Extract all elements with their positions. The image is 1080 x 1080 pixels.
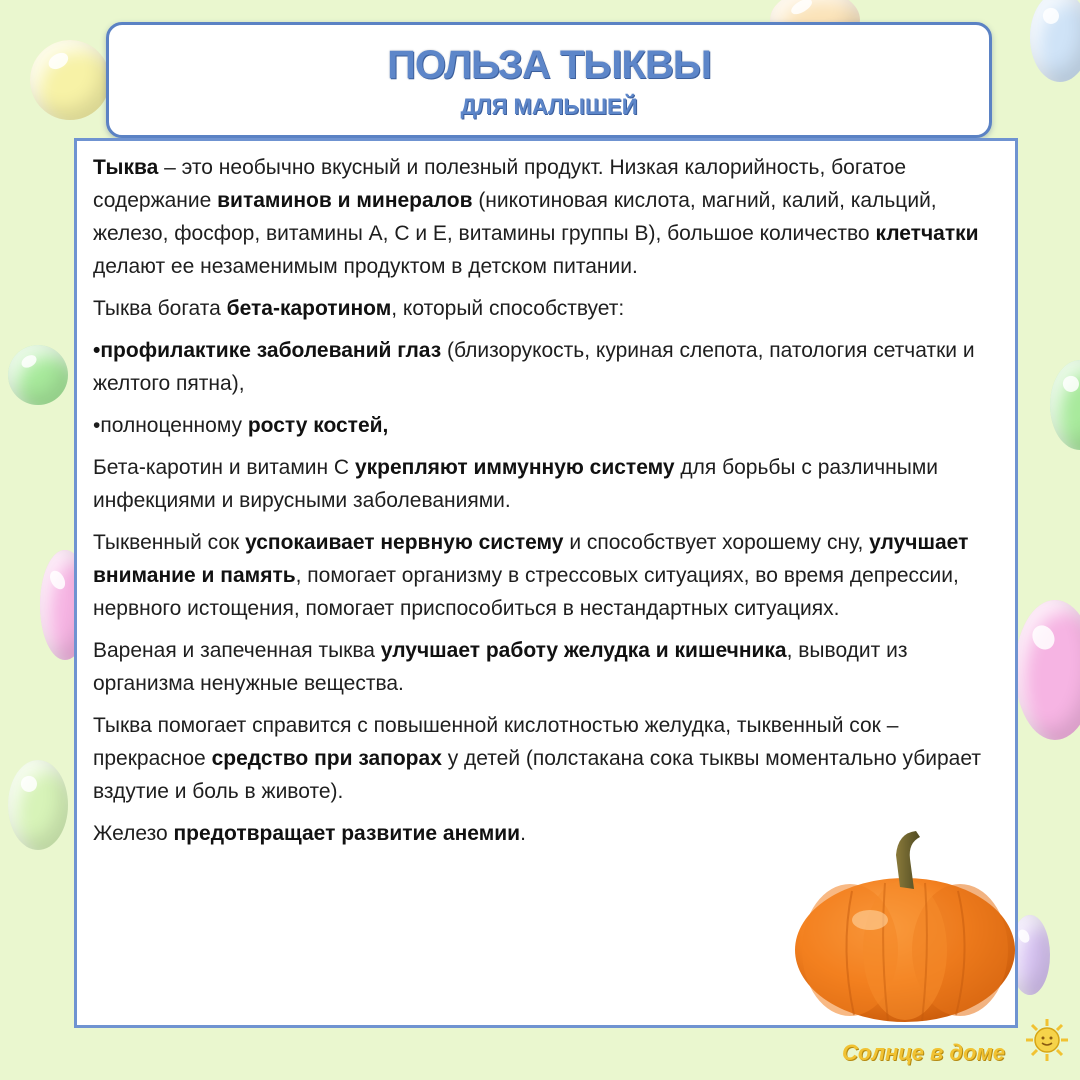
paragraph-intro — [93, 151, 1001, 283]
background-bubble — [8, 345, 68, 405]
bold-text: улучшает работу желудка и кишечника — [380, 639, 787, 662]
background-bubble — [8, 760, 68, 850]
pumpkin-image — [790, 825, 1020, 1025]
page-subtitle: ДЛЯ МАЛЫШЕЙ — [460, 94, 638, 119]
bold-text: предотвращает развитие анемии — [173, 822, 521, 845]
text: , помогает организму в стрессовых ситуациях, во время депрессии, нервного истощения, помогает приспособиться в нестандартных ситуациях. — [93, 564, 959, 620]
text: у детей (полстакана сока тыквы моментально убирает вздутие и боль в животе). — [93, 747, 981, 803]
background-bubble — [1050, 360, 1080, 450]
paragraph-immunity — [93, 451, 1001, 517]
paragraph-juice — [93, 526, 1001, 625]
text: Тыква богата — [93, 297, 227, 320]
bold-text: улучшает внимание и память — [93, 531, 969, 587]
text: Тыквенный сок — [93, 531, 246, 554]
text: •полноценному — [93, 414, 248, 437]
sun-icon — [1024, 1017, 1070, 1063]
bold-text: бета-каротином — [226, 297, 392, 320]
bold-text: средство при запорах — [211, 747, 442, 770]
text: – это необычно вкусный и полезный продукт. Низкая калорийность, богатое содержание — [93, 156, 907, 212]
paragraph-acidity — [93, 709, 1001, 808]
bold-text: укрепляют иммунную систему — [354, 456, 675, 479]
text: и способствует хорошему сну, — [563, 531, 870, 554]
background-bubble — [1030, 0, 1080, 82]
text: Бета-каротин и витамин С — [93, 456, 355, 479]
bullet-bones — [93, 409, 1001, 442]
bold-text: росту костей, — [247, 414, 389, 437]
background-bubble — [1015, 600, 1080, 740]
text: , выводит из организма ненужные вещества. — [93, 639, 908, 695]
text: (никотиновая кислота, магний, калий, кальций, железо, фосфор, витамины А, С и Е, витамины группы В), большое количество — [93, 189, 937, 245]
bold-text: клетчатки — [875, 222, 979, 245]
paragraph-beta-carotene — [93, 292, 1001, 325]
text: для борьбы с различными инфекциями и вирусными заболеваниями. — [93, 456, 938, 512]
text: Железо — [93, 822, 174, 845]
bold-text: витаминов и минералов — [217, 189, 473, 212]
text: (близорукость, куриная слепота, патология сетчатки и желтого пятна), — [93, 339, 975, 395]
bold-text: •профилактике заболеваний глаз — [93, 339, 442, 362]
brand-logo-text: Солнце в доме — [842, 1040, 1005, 1065]
text: Тыква помогает справится с повышенной кислотностью желудка, тыквенный сок – прекрасное — [93, 714, 899, 770]
text: , который способствует: — [391, 297, 625, 320]
bold-text: успокаивает нервную систему — [245, 531, 564, 554]
background-bubble — [30, 40, 110, 120]
page-title: ПОЛЬЗА ТЫКВЫ — [387, 43, 711, 87]
text: Вареная и запеченная тыква — [93, 639, 381, 662]
bold-text: Тыква — [93, 156, 159, 179]
text: . — [520, 822, 526, 845]
paragraph-digestion — [93, 634, 1001, 700]
title-banner — [106, 22, 992, 138]
bullet-eyes — [93, 334, 1001, 400]
text: делают ее незаменимым продуктом в детском питании. — [93, 255, 638, 278]
